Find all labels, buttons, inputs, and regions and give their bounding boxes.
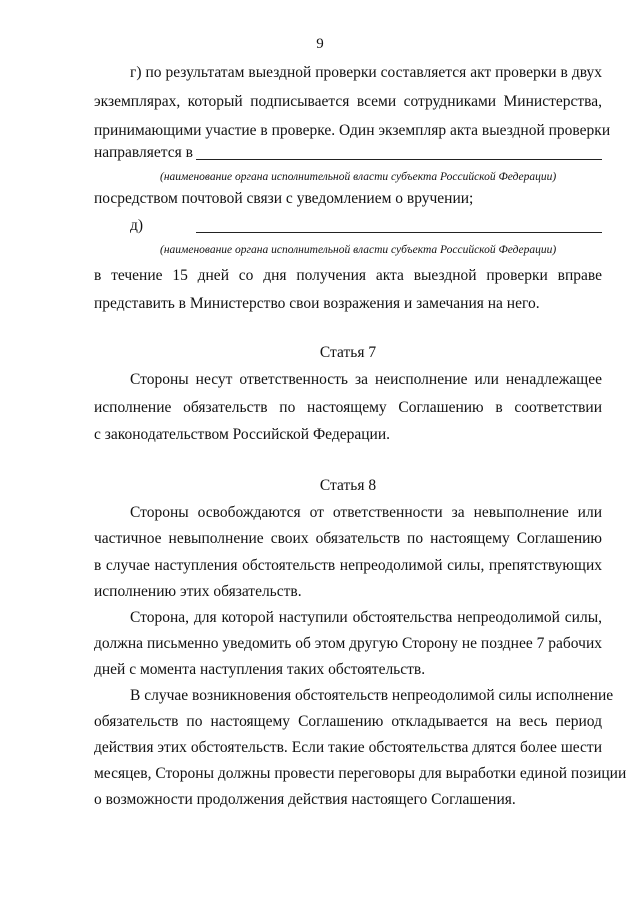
text-line: г) по результатам выездной проверки составляется акт проверки в двух xyxy=(130,64,602,81)
text-line: действия этих обстоятельств. Если такие обстоятельства длятся более шести xyxy=(94,739,602,756)
text-line: принимающими участие в проверке. Один экземпляр акта выездной проверки xyxy=(94,122,611,139)
text-line: посредством почтовой связи с уведомлением о вручении; xyxy=(94,190,474,207)
article-8-heading: Статья 8 xyxy=(319,477,377,494)
text-line: с законодательством Российской Федерации. xyxy=(94,426,391,443)
text-line: д) xyxy=(130,217,144,234)
text-line: о возможности продолжения действия настоящего Соглашения. xyxy=(94,791,516,808)
text-line: Стороны освобождаются от ответственности за невыполнение или xyxy=(130,504,602,521)
text-line: экземплярах, который подписывается всеми сотрудниками Министерства, xyxy=(94,93,602,110)
text-line: в случае наступления обстоятельств непреодолимой силы, препятствующих xyxy=(94,557,602,574)
text-line: обязательств по настоящему Соглашению откладывается на весь период xyxy=(94,713,602,730)
text-line: представить в Министерство свои возражения и замечания на него. xyxy=(94,295,540,312)
blank-fill-line xyxy=(196,232,602,233)
article-7-heading: Статья 7 xyxy=(319,344,377,361)
page-number: 9 xyxy=(316,36,324,52)
text-line: частичное невыполнение своих обязательств по настоящему Соглашению xyxy=(94,530,602,547)
text-line: должна письменно уведомить об этом другую Сторону не позднее 7 рабочих xyxy=(94,635,602,652)
field-caption: (наименование органа исполнительной власти субъекта Российской Федерации) xyxy=(160,244,557,256)
blank-fill-line xyxy=(196,159,602,160)
text-line: месяцев, Стороны должны провести переговоры для выработки единой позиции xyxy=(94,765,627,782)
text-line: Сторона, для которой наступили обстоятельства непреодолимой силы, xyxy=(130,609,602,626)
text-line: исполнение обязательств по настоящему Соглашению в соответствии xyxy=(94,399,602,416)
text-line: Стороны несут ответственность за неисполнение или ненадлежащее xyxy=(130,371,602,388)
field-caption: (наименование органа исполнительной власти субъекта Российской Федерации) xyxy=(160,171,557,183)
text-line: в течение 15 дней со дня получения акта выездной проверки вправе xyxy=(94,267,602,284)
text-line: В случае возникновения обстоятельств непреодолимой силы исполнение xyxy=(130,687,614,704)
text-line: дней с момента наступления таких обстоятельств. xyxy=(94,661,426,678)
text-line: исполнению этих обязательств. xyxy=(94,583,302,600)
text-line: направляется в xyxy=(94,144,193,161)
